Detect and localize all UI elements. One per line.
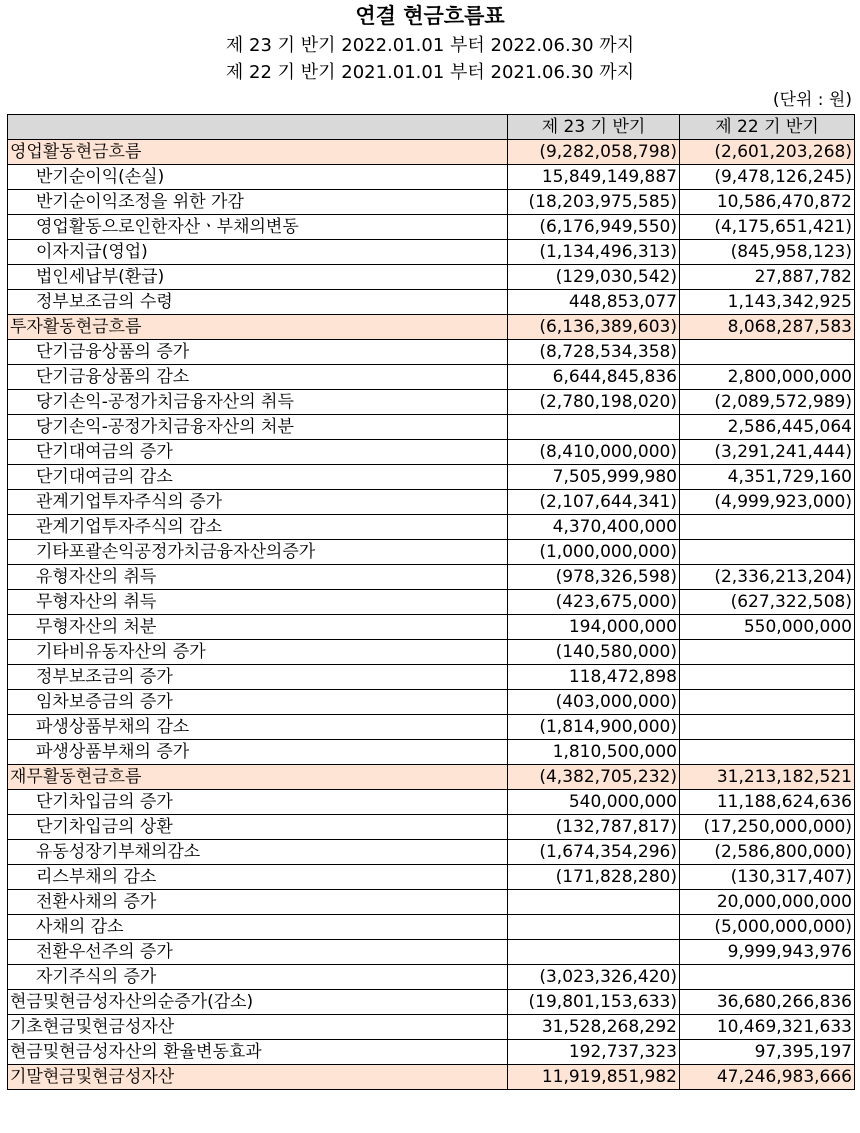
- table-row: [8, 540, 855, 565]
- current-period-value: (140,580,000): [508, 640, 680, 665]
- row-label: 당기손익-공정가치금융자산의 취득: [8, 390, 508, 415]
- period-previous: 제 22 기 반기 2021.01.01 부터 2021.06.30 까지: [225, 62, 635, 83]
- previous-period-value: [680, 965, 855, 990]
- row-label: 단기차입금의 상환: [8, 815, 508, 840]
- current-period-value: 448,853,077: [508, 290, 680, 315]
- current-period-value: (9,282,058,798): [508, 140, 680, 165]
- row-label: 영업활동현금흐름: [8, 140, 508, 165]
- previous-period-value: (2,089,572,989): [680, 390, 855, 415]
- previous-period-value: 27,887,782: [680, 265, 855, 290]
- previous-period-value: (5,000,000,000): [680, 915, 855, 940]
- previous-period-value: (3,291,241,444): [680, 440, 855, 465]
- table-row: [8, 915, 855, 940]
- current-period-value: 7,505,999,980: [508, 465, 680, 490]
- cash-flow-table: [7, 114, 855, 1090]
- current-period-value: (132,787,817): [508, 815, 680, 840]
- previous-period-value: 550,000,000: [680, 615, 855, 640]
- row-label: 사채의 감소: [8, 915, 508, 940]
- current-period-value: (129,030,542): [508, 265, 680, 290]
- row-label: 유형자산의 취득: [8, 565, 508, 590]
- row-label: 정부보조금의 증가: [8, 665, 508, 690]
- table-header-row: [8, 115, 855, 140]
- previous-period-value: 20,000,000,000: [680, 890, 855, 915]
- previous-period-value: 9,999,943,976: [680, 940, 855, 965]
- table-row: [8, 965, 855, 990]
- current-period-value: 11,919,851,982: [508, 1065, 680, 1090]
- row-label: 단기대여금의 증가: [8, 440, 508, 465]
- section-row: [8, 140, 855, 165]
- table-row: [8, 840, 855, 865]
- previous-period-value: (130,317,407): [680, 865, 855, 890]
- table-row: [8, 940, 855, 965]
- current-period-value: 4,370,400,000: [508, 515, 680, 540]
- table-row: [8, 990, 855, 1015]
- table-row: [8, 265, 855, 290]
- row-label: 관계기업투자주식의 증가: [8, 490, 508, 515]
- row-label: 반기순이익(손실): [8, 165, 508, 190]
- row-label: 임차보증금의 증가: [8, 690, 508, 715]
- previous-period-value: [680, 540, 855, 565]
- current-period-value: (423,675,000): [508, 590, 680, 615]
- header-item: [8, 115, 508, 140]
- current-period-value: 15,849,149,887: [508, 165, 680, 190]
- row-label: 투자활동현금흐름: [8, 315, 508, 340]
- previous-period-value: 97,395,197: [680, 1040, 855, 1065]
- table-row: [8, 165, 855, 190]
- current-period-value: (8,410,000,000): [508, 440, 680, 465]
- section-row: [8, 765, 855, 790]
- current-period-value: (1,134,496,313): [508, 240, 680, 265]
- current-period-value: [508, 890, 680, 915]
- row-label: 단기금융상품의 감소: [8, 365, 508, 390]
- row-label: 자기주식의 증가: [8, 965, 508, 990]
- row-label: 단기차입금의 증가: [8, 790, 508, 815]
- previous-period-value: 4,351,729,160: [680, 465, 855, 490]
- previous-period-value: [680, 665, 855, 690]
- current-period-value: (4,382,705,232): [508, 765, 680, 790]
- current-period-value: (1,000,000,000): [508, 540, 680, 565]
- previous-period-value: [680, 640, 855, 665]
- table-row: [8, 390, 855, 415]
- current-period-value: (8,728,534,358): [508, 340, 680, 365]
- current-period-value: (978,326,598): [508, 565, 680, 590]
- row-label: 전환우선주의 증가: [8, 940, 508, 965]
- period-current: 제 23 기 반기 2022.01.01 부터 2022.06.30 까지: [225, 35, 635, 56]
- table-row: [8, 465, 855, 490]
- section-row: [8, 315, 855, 340]
- previous-period-value: [680, 340, 855, 365]
- current-period-value: 540,000,000: [508, 790, 680, 815]
- previous-period-value: (4,999,923,000): [680, 490, 855, 515]
- table-row: [8, 665, 855, 690]
- current-period-value: (2,780,198,020): [508, 390, 680, 415]
- unit-label: (단위 : 원): [772, 90, 852, 110]
- row-label: 무형자산의 처분: [8, 615, 508, 640]
- row-label: 무형자산의 취득: [8, 590, 508, 615]
- row-label: 기초현금및현금성자산: [8, 1015, 508, 1040]
- current-period-value: 118,472,898: [508, 665, 680, 690]
- header-current-period: 제 23 기 반기: [508, 115, 680, 140]
- table-row: [8, 440, 855, 465]
- previous-period-value: (4,175,651,421): [680, 215, 855, 240]
- current-period-value: (3,023,326,420): [508, 965, 680, 990]
- previous-period-value: 1,143,342,925: [680, 290, 855, 315]
- row-label: 영업활동으로인한자산ㆍ부채의변동: [8, 215, 508, 240]
- previous-period-value: 36,680,266,836: [680, 990, 855, 1015]
- table-row: [8, 240, 855, 265]
- table-row: [8, 1015, 855, 1040]
- table-body: [8, 140, 855, 1090]
- previous-period-value: (2,601,203,268): [680, 140, 855, 165]
- row-label: 정부보조금의 수령: [8, 290, 508, 315]
- previous-period-value: (17,250,000,000): [680, 815, 855, 840]
- current-period-value: 6,644,845,836: [508, 365, 680, 390]
- previous-period-value: [680, 515, 855, 540]
- current-period-value: 31,528,268,292: [508, 1015, 680, 1040]
- previous-period-value: (627,322,508): [680, 590, 855, 615]
- table-row: [8, 1040, 855, 1065]
- current-period-value: [508, 415, 680, 440]
- table-row: [8, 515, 855, 540]
- row-label: 파생상품부채의 감소: [8, 715, 508, 740]
- row-label: 기말현금및현금성자산: [8, 1065, 508, 1090]
- table-row: [8, 890, 855, 915]
- current-period-value: [508, 915, 680, 940]
- table-row: [8, 790, 855, 815]
- table-row: [8, 340, 855, 365]
- table-row: [8, 215, 855, 240]
- row-label: 당기손익-공정가치금융자산의 처분: [8, 415, 508, 440]
- table-row: [8, 190, 855, 215]
- row-label: 관계기업투자주식의 감소: [8, 515, 508, 540]
- row-label: 기타포괄손익공정가치금융자산의증가: [8, 540, 508, 565]
- current-period-value: 192,737,323: [508, 1040, 680, 1065]
- previous-period-value: 47,246,983,666: [680, 1065, 855, 1090]
- table-row: [8, 690, 855, 715]
- previous-period-value: (9,478,126,245): [680, 165, 855, 190]
- row-label: 단기대여금의 감소: [8, 465, 508, 490]
- previous-period-value: [680, 690, 855, 715]
- previous-period-value: (2,586,800,000): [680, 840, 855, 865]
- table-row: [8, 590, 855, 615]
- table-row: [8, 490, 855, 515]
- table-row: [8, 815, 855, 840]
- row-label: 단기금융상품의 증가: [8, 340, 508, 365]
- row-label: 리스부채의 감소: [8, 865, 508, 890]
- previous-period-value: 31,213,182,521: [680, 765, 855, 790]
- current-period-value: [508, 940, 680, 965]
- row-label: 현금및현금성자산의순증가(감소): [8, 990, 508, 1015]
- current-period-value: (2,107,644,341): [508, 490, 680, 515]
- current-period-value: (19,801,153,633): [508, 990, 680, 1015]
- previous-period-value: [680, 740, 855, 765]
- current-period-value: (403,000,000): [508, 690, 680, 715]
- previous-period-value: 8,068,287,583: [680, 315, 855, 340]
- previous-period-value: 11,188,624,636: [680, 790, 855, 815]
- table-row: [8, 365, 855, 390]
- previous-period-value: (845,958,123): [680, 240, 855, 265]
- row-label: 유동성장기부채의감소: [8, 840, 508, 865]
- row-label: 법인세납부(환급): [8, 265, 508, 290]
- table-row: [8, 865, 855, 890]
- statement-title: 연결 현금흐름표: [355, 4, 505, 28]
- row-label: 이자지급(영업): [8, 240, 508, 265]
- previous-period-value: [680, 715, 855, 740]
- row-label: 재무활동현금흐름: [8, 765, 508, 790]
- table-row: [8, 740, 855, 765]
- table-row: [8, 715, 855, 740]
- current-period-value: (6,136,389,603): [508, 315, 680, 340]
- previous-period-value: 10,586,470,872: [680, 190, 855, 215]
- table-row: [8, 290, 855, 315]
- table-row: [8, 415, 855, 440]
- row-label: 현금및현금성자산의 환율변동효과: [8, 1040, 508, 1065]
- current-period-value: (1,674,354,296): [508, 840, 680, 865]
- table-row: [8, 615, 855, 640]
- current-period-value: (18,203,975,585): [508, 190, 680, 215]
- previous-period-value: 10,469,321,633: [680, 1015, 855, 1040]
- row-label: 파생상품부채의 증가: [8, 740, 508, 765]
- current-period-value: 1,810,500,000: [508, 740, 680, 765]
- previous-period-value: 2,586,445,064: [680, 415, 855, 440]
- row-label: 전환사채의 증가: [8, 890, 508, 915]
- header-previous-period: 제 22 기 반기: [680, 115, 855, 140]
- current-period-value: (6,176,949,550): [508, 215, 680, 240]
- current-period-value: (171,828,280): [508, 865, 680, 890]
- section-row: [8, 1065, 855, 1090]
- row-label: 반기순이익조정을 위한 가감: [8, 190, 508, 215]
- previous-period-value: 2,800,000,000: [680, 365, 855, 390]
- row-label: 기타비유동자산의 증가: [8, 640, 508, 665]
- current-period-value: (1,814,900,000): [508, 715, 680, 740]
- current-period-value: 194,000,000: [508, 615, 680, 640]
- table-row: [8, 565, 855, 590]
- table-row: [8, 640, 855, 665]
- previous-period-value: (2,336,213,204): [680, 565, 855, 590]
